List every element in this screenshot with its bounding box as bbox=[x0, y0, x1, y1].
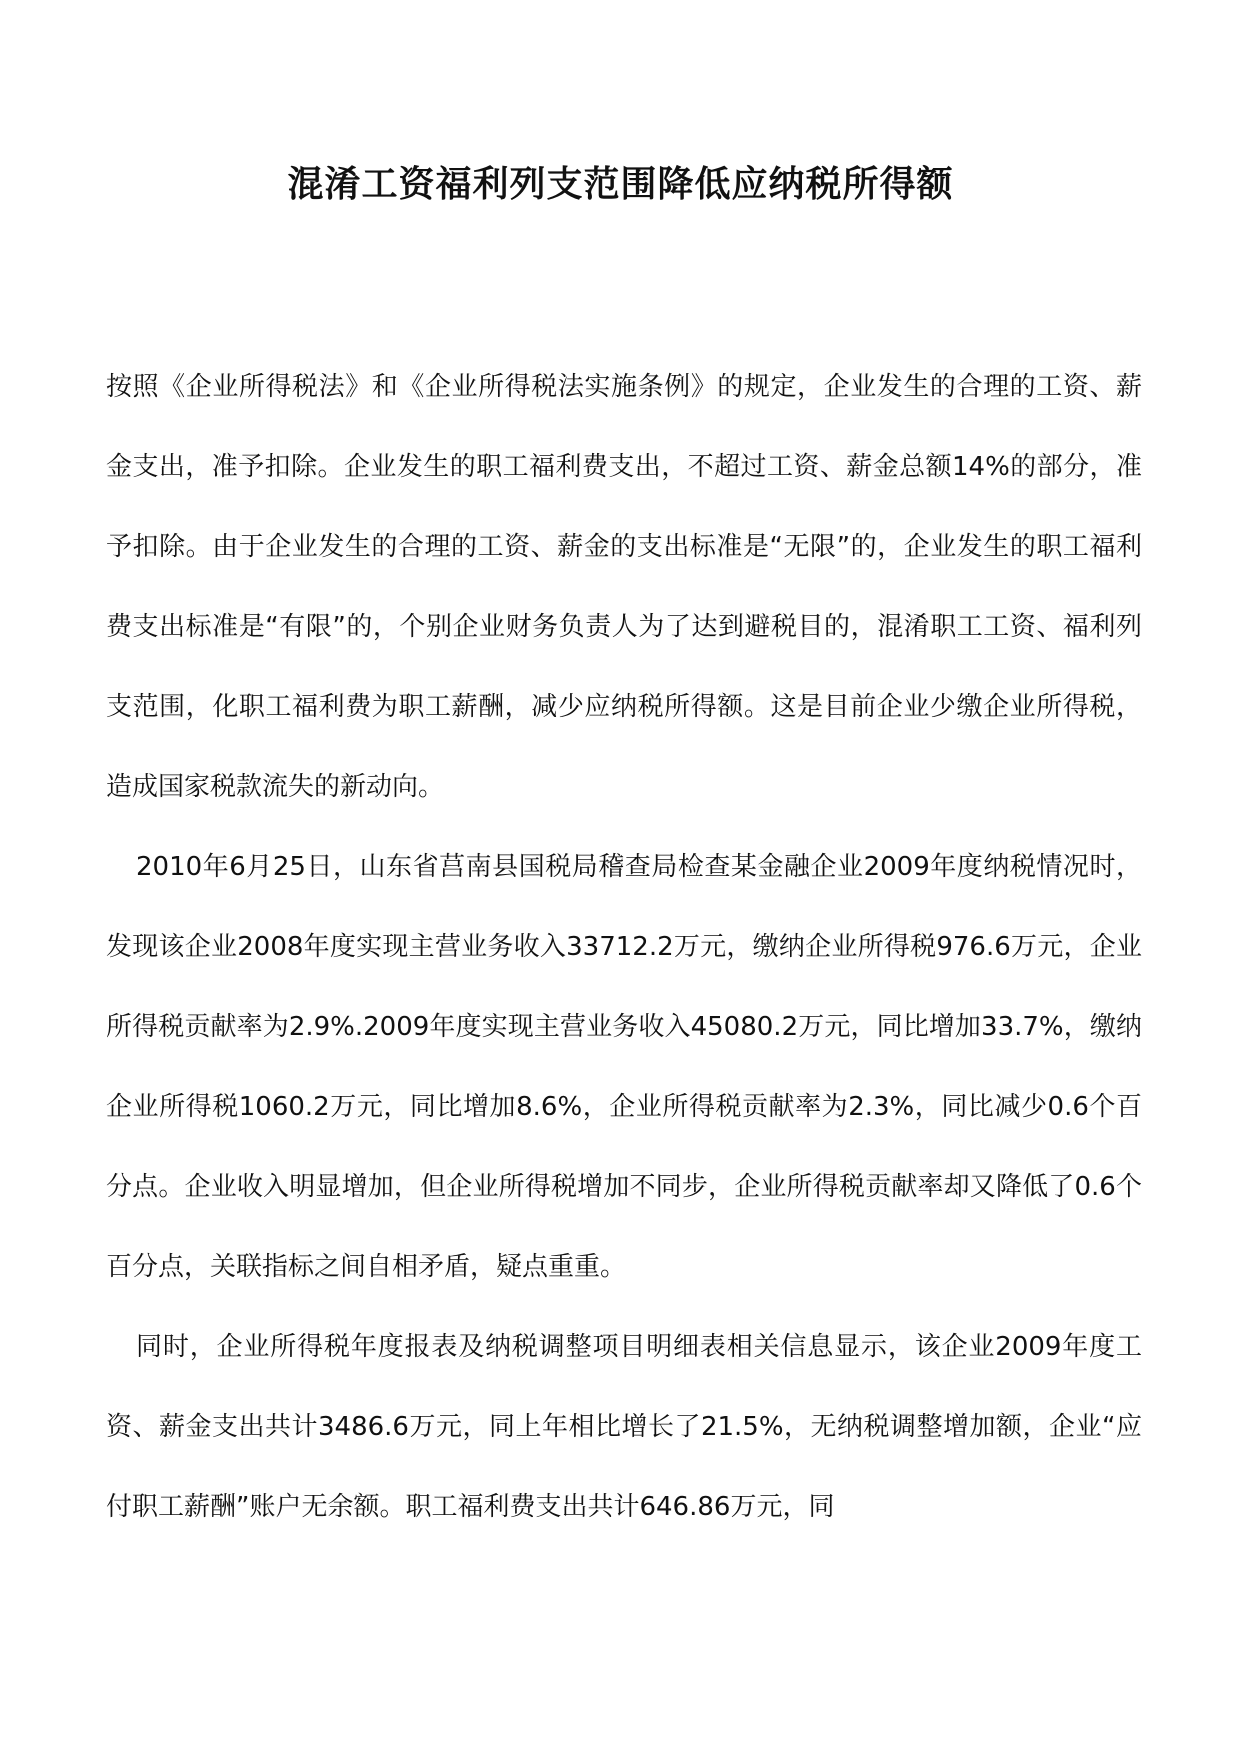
paragraph-2: 2010年6月25日，山东省莒南县国税局稽查局检查某金融企业2009年度纳税情况时，发现该企业2008年度实现主营业务收入33712.2万元，缴纳企业所得税976.6万元，企业所得税贡献率为2.9%.2009年度实现主营业务收入45080.2万元，同比增加33.7%，缴纳企业所得税1060.2万元，同比增加8.6%，企业所得税贡献率为2.3%，同比减少0.6个百分点。企业收入明显增加，但企业所得税增加不同步，企业所得税贡献率却又降低了0.6个百分点，关联指标之间自相矛盾，疑点重重。 bbox=[106, 852, 1142, 1282]
document-body bbox=[106, 347, 1142, 1547]
paragraph-3: 同时，企业所得税年度报表及纳税调整项目明细表相关信息显示，该企业2009年度工资、薪金支出共计3486.6万元，同上年相比增长了21.5%，无纳税调整增加额，企业“应付职工薪酬”账户无余额。职工福利费支出共计646.86万元，同 bbox=[106, 1332, 1142, 1522]
document-title: 混淆工资福利列支范围降低应纳税所得额 bbox=[287, 163, 954, 205]
paragraph-1: 按照《企业所得税法》和《企业所得税法实施条例》的规定，企业发生的合理的工资、薪金支出，准予扣除。企业发生的职工福利费支出，不超过工资、薪金总额14%的部分，准予扣除。由于企业发生的合理的工资、薪金的支出标准是“无限”的，企业发生的职工福利费支出标准是“有限”的，个别企业财务负责人为了达到避税目的，混淆职工工资、福利列支范围，化职工福利费为职工薪酬，减少应纳税所得额。这是目前企业少缴企业所得税，造成国家税款流失的新动向。 bbox=[106, 372, 1142, 802]
